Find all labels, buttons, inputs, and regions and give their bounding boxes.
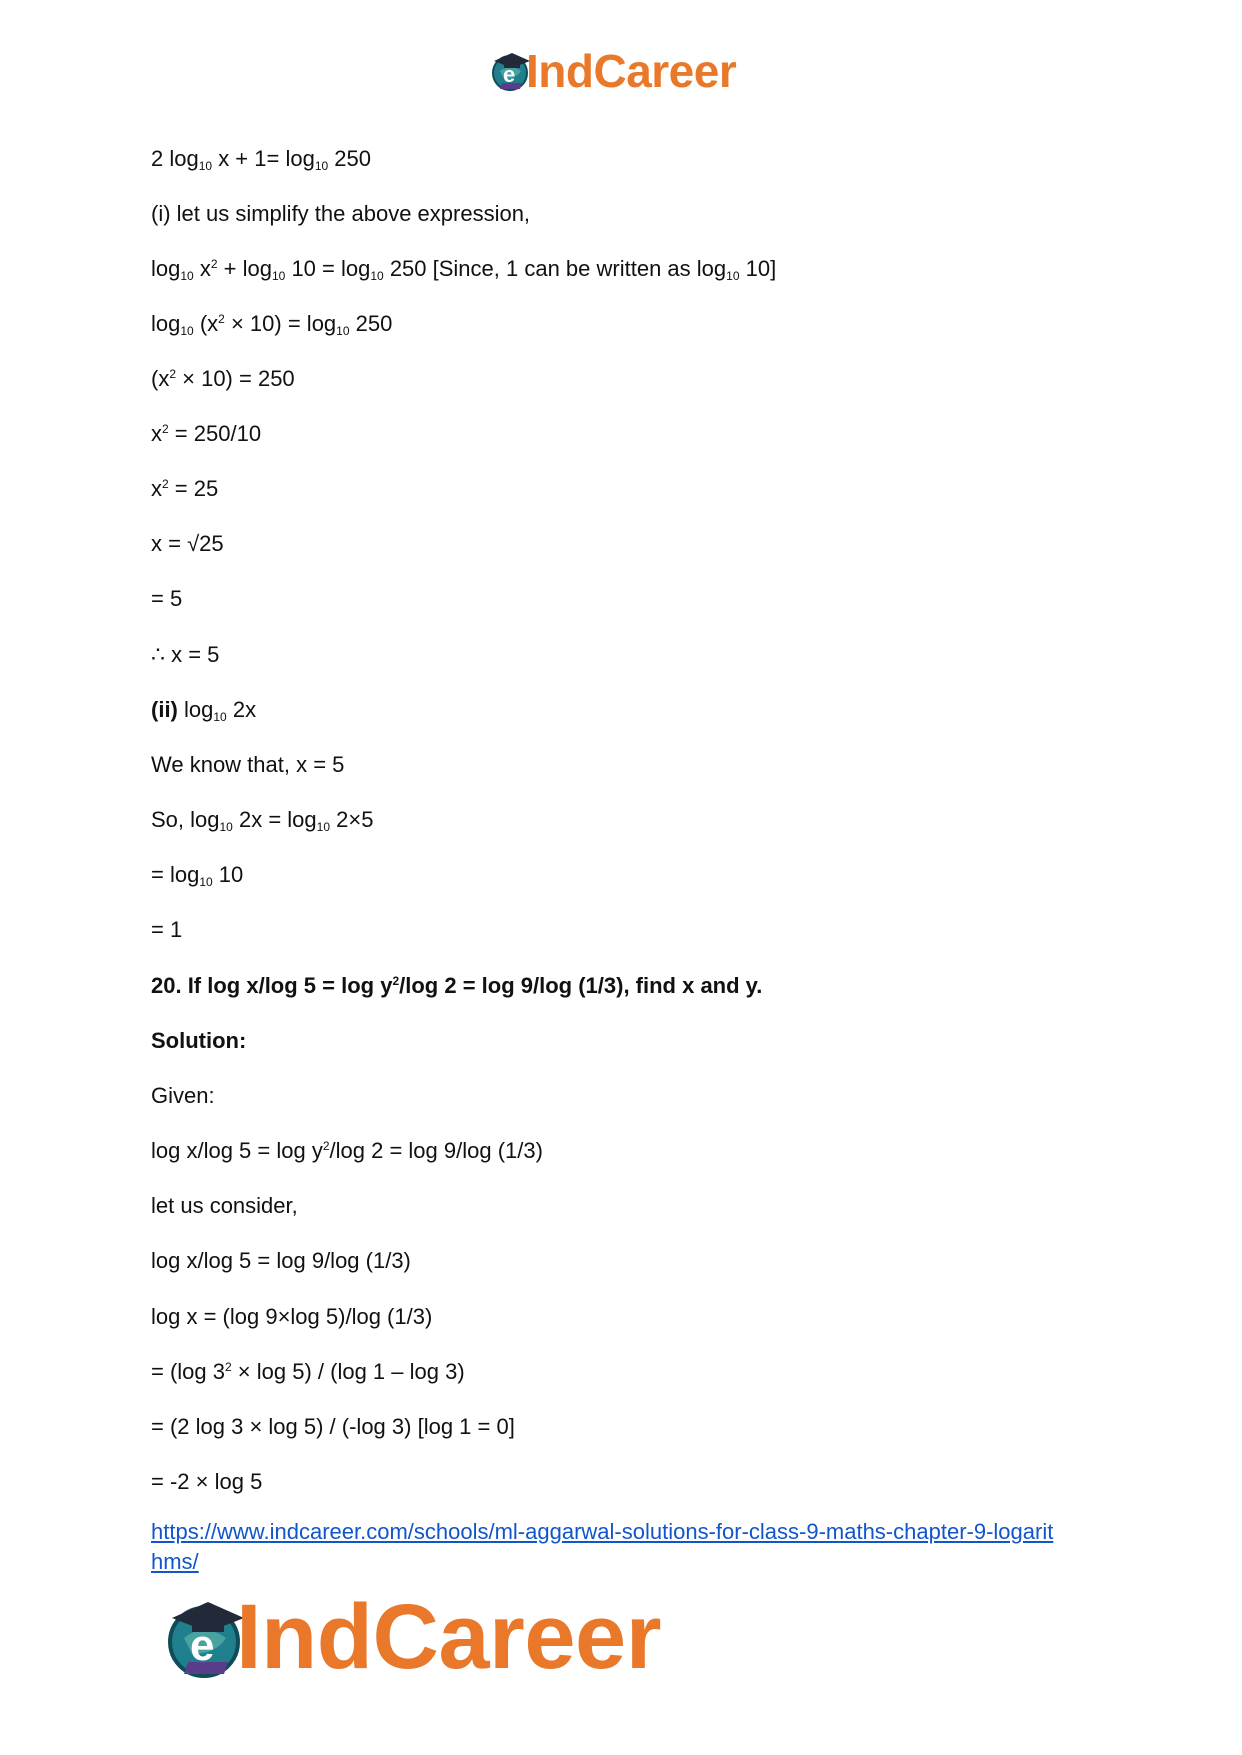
source-link[interactable]: [151, 1517, 1111, 1577]
equation-line: = 1: [151, 917, 183, 942]
equation-line: = (2 log 3 × log 5) / (-log 3) [log 1 = 0]: [151, 1414, 515, 1439]
equation-line: = 5: [151, 586, 183, 611]
equation-line: (ii) $\log_{10} 2x$: [151, 697, 257, 724]
equation-line: log x/log 5 = log 9/log (1/3): [151, 1248, 411, 1273]
equation-line: log x/log $5 = \log y^2/\log$ 2 = log 9/log (1/3): [151, 1138, 543, 1163]
equation-line: $x^2 = 250/10$: [151, 421, 262, 446]
equation-line: $\log_{10} x^2 + \log_{10} 10 = \log_{10} 250$ [Since, 1 can be written as $\log_{10} 10$]: [151, 256, 777, 283]
logo-wordmark: IndCareer: [236, 1586, 661, 1688]
equation-line: So, $\log_{10} 2x = \log_{10} 2\times 5$: [151, 807, 374, 834]
globe-graduation-icon: [160, 1594, 248, 1682]
solution-heading: Solution:: [151, 1028, 247, 1053]
logo-wordmark: IndCareer: [526, 45, 737, 97]
equation-line: ∴ x = 5: [151, 642, 220, 667]
equation-line: log x = (log 9×log 5)/log (1/3): [151, 1304, 433, 1329]
text-line: We know that, x = 5: [151, 752, 345, 777]
equation-line: x = √25: [151, 531, 224, 556]
text-line: (i) let us simplify the above expression,: [151, 201, 531, 226]
question-heading: 20. If log x/log $5 = \log y^2/\log$ 2 = log 9/log (1/3), find x and y.: [151, 973, 763, 998]
text-line: Given:: [151, 1083, 215, 1108]
svg-text:e: e: [503, 62, 516, 87]
indcareer-logo-top[interactable]: [488, 44, 736, 98]
equation-line: = $\log_{10} 10$: [151, 862, 244, 889]
svg-text:e: e: [190, 1620, 215, 1670]
source-link-line2[interactable]: hms/: [151, 1549, 199, 1574]
equation-line: $(x^2 \times 10) = 250$: [151, 366, 295, 391]
indcareer-logo-bottom[interactable]: [160, 1585, 661, 1690]
equation-line: $x^2 = 25$: [151, 476, 219, 501]
equation-line: $\log_{10} (x^2 \times 10) = \log_{10} 250$: [151, 311, 393, 338]
equation-line: = -2 × log 5: [151, 1469, 263, 1494]
text-line: let us consider,: [151, 1193, 298, 1218]
source-link-line1[interactable]: https://www.indcareer.com/schools/ml-aggarwal-solutions-for-class-9-maths-chapter-9-logarit: [151, 1519, 1054, 1544]
equation-line: 2 $\log_{10} x + 1= \log_{10} 250$: [151, 146, 372, 173]
equation-line: = (log $3^2 \times \log 5) / (\log$ 1 – log 3): [151, 1359, 465, 1384]
